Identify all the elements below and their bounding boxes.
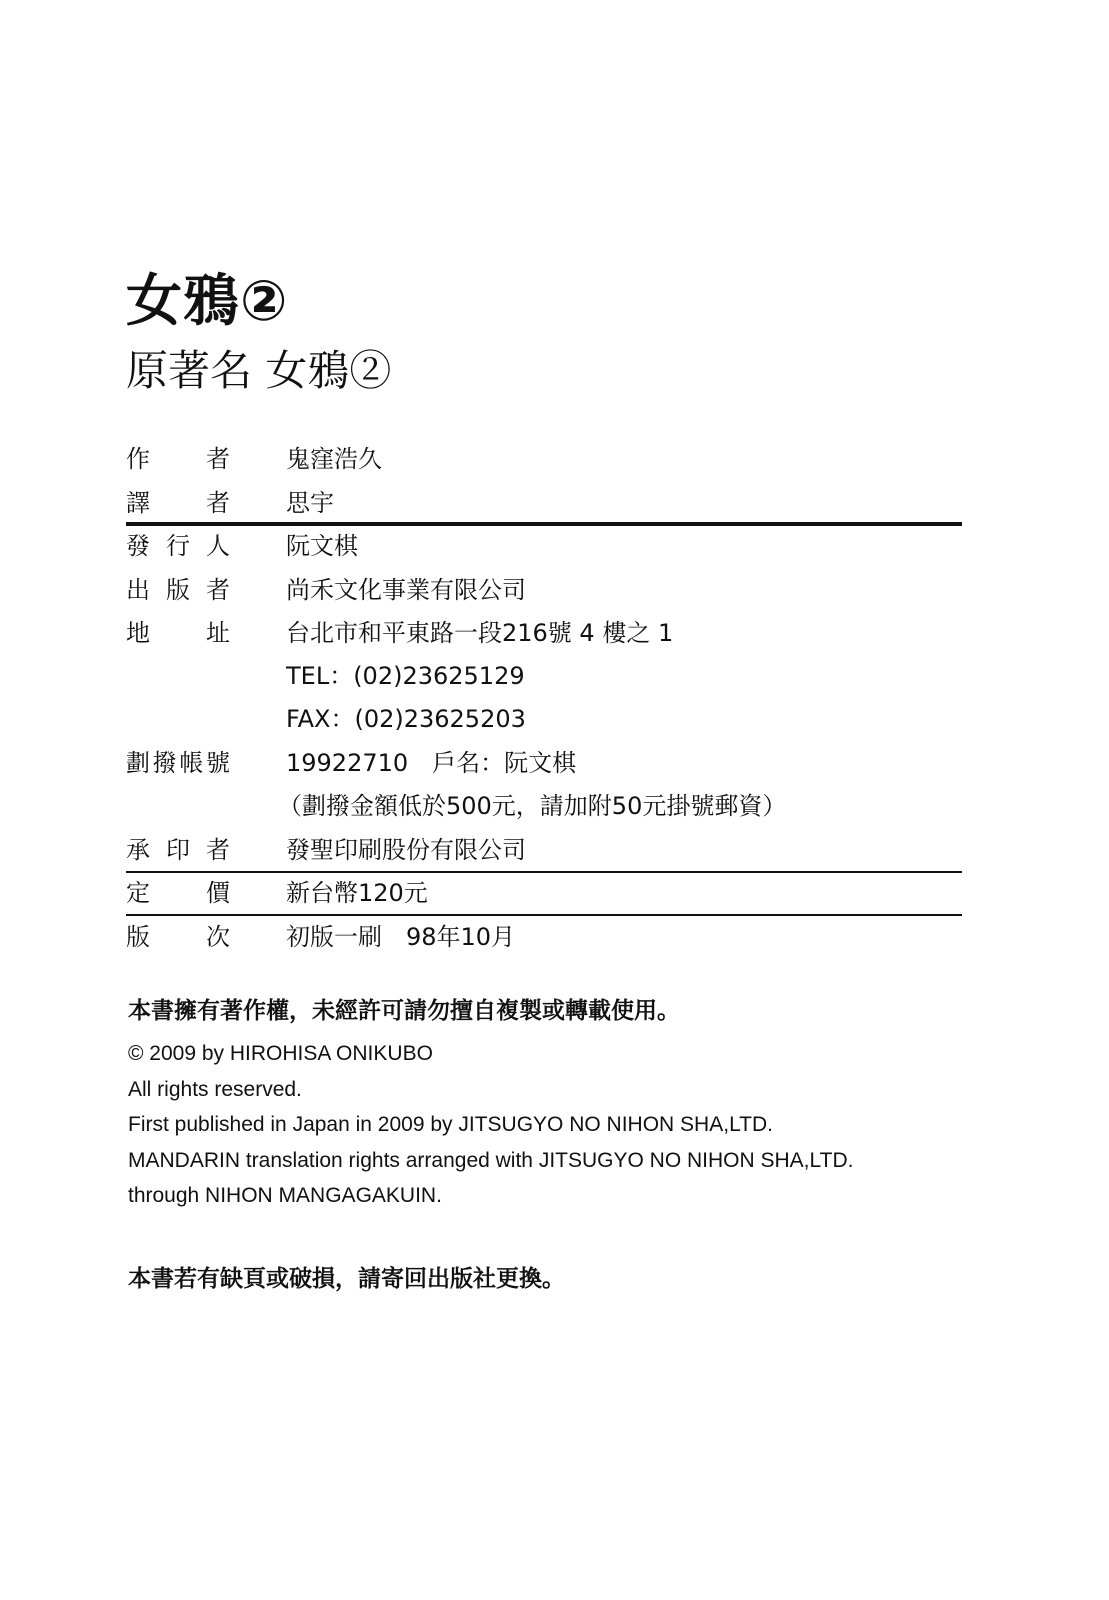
divider-thick — [126, 522, 962, 526]
author-value: 鬼窪浩久 — [286, 445, 382, 473]
price-label: 定 價 — [126, 879, 230, 907]
original-title: 原著名 女鴉② — [126, 346, 392, 395]
price-value: 新台幣120元 — [286, 879, 428, 907]
credit-line: First published in Japan in 2009 by JITSUGYO NO NIHON SHA,LTD. — [128, 1113, 774, 1136]
printer-label: 承 印 者 — [126, 836, 230, 864]
credit-line: All rights reserved. — [128, 1078, 302, 1101]
divider-thin-1 — [126, 871, 962, 873]
damage-notice: 本書若有缺頁或破損，請寄回出版社更換。 — [128, 1266, 565, 1292]
printer-value: 發聖印刷股份有限公司 — [286, 836, 526, 864]
edition-label: 版 次 — [126, 923, 230, 951]
divider-thin-2 — [126, 914, 962, 916]
fax-value: FAX：(02)23625203 — [286, 705, 526, 733]
translator-label: 譯 者 — [126, 489, 230, 517]
tel-value: TEL：(02)23625129 — [286, 662, 525, 690]
account-value: 19922710 戶名：阮文棋 — [286, 749, 577, 777]
edition-value: 初版一刷 98年10月 — [286, 923, 516, 951]
credit-line: MANDARIN translation rights arranged with JITSUGYO NO NIHON SHA,LTD. — [128, 1149, 854, 1172]
credit-line: through NIHON MANGAGAKUIN. — [128, 1184, 442, 1207]
address-value: 台北市和平東路一段216號 4 樓之 1 — [286, 619, 674, 647]
publisher-value: 尚禾文化事業有限公司 — [286, 576, 526, 604]
publisher-person-label: 發 行 人 — [126, 532, 230, 560]
publisher-label: 出 版 者 — [126, 576, 230, 604]
account-note: （劃撥金額低於500元，請加附50元掛號郵資） — [278, 792, 787, 820]
publisher-person-value: 阮文棋 — [286, 532, 358, 560]
translator-value: 思宇 — [286, 489, 334, 517]
copyright-notice: 本書擁有著作權，未經許可請勿擅自複製或轉載使用。 — [128, 998, 680, 1024]
book-title: 女鴉② — [126, 269, 289, 334]
author-label: 作 者 — [126, 445, 230, 473]
address-label: 地 址 — [126, 619, 230, 647]
account-label: 劃 撥 帳 號 — [126, 749, 230, 777]
credit-line: © 2009 by HIROHISA ONIKUBO — [128, 1042, 433, 1065]
